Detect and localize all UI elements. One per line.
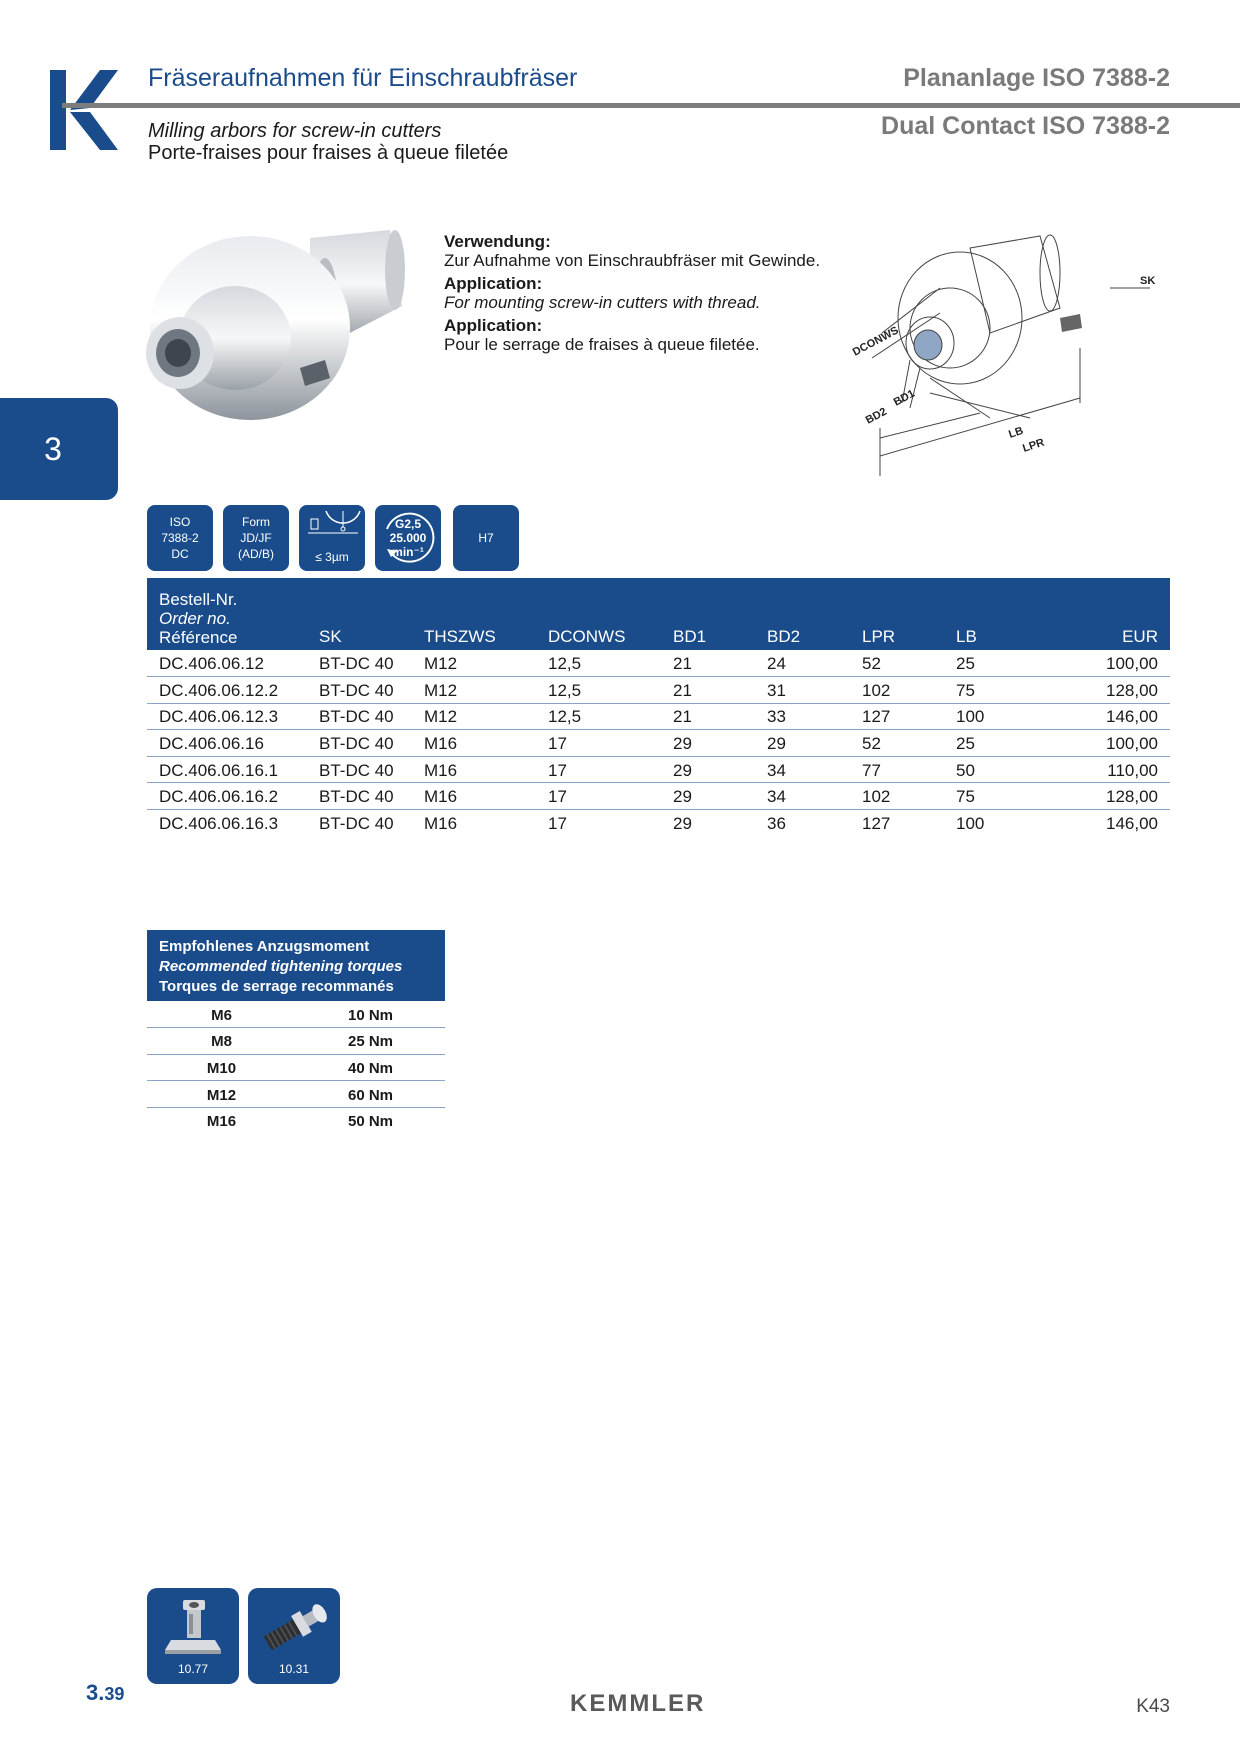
cell-thszws: M16 [412,783,536,810]
table-row [147,730,1170,757]
col-thszws: THSZWS [424,627,496,646]
drawing-label-lb: LB [1007,424,1025,441]
feature-iso-line3: DC [171,547,189,561]
cell-order: DC.406.06.16.1 [147,756,307,783]
drawing-label-lpr: LPR [1021,436,1046,455]
drawing-label-dconws: DCONWS [850,324,901,359]
cell-dconws: 12,5 [536,677,661,704]
cell-dconws: 17 [548,814,567,834]
table-row [147,810,1170,837]
cell-thszws: M16 [424,814,458,834]
torque-table-header [147,930,445,1001]
feature-balance-badge [375,505,441,571]
footer-code: K43 [1136,1696,1170,1717]
description-block [444,232,824,354]
drawing-label-sk: SK [1140,275,1156,287]
cell-bd1: 21 [661,703,755,730]
feature-iso-line1: ISO [169,515,191,529]
page-title-fr: Porte-fraises pour fraises à queue filetée [148,142,509,164]
cell-bd1: 21 [661,677,755,704]
cell-lb: 25 [944,650,1039,677]
cell-sk: BT-DC 40 [307,730,412,757]
technical-drawing [850,228,1180,478]
cell-dconws: 17 [536,756,661,783]
torque-cell-torque: 50 Nm [347,1113,394,1131]
feature-balance-line2: 25.000 [389,531,427,545]
col-order-de: Bestell-Nr. [159,590,238,609]
col-bd1: BD1 [673,627,707,646]
cell-dconws: 17 [536,783,661,810]
cell-sk: BT-DC 40 [307,783,412,810]
col-dconws: DCONWS [548,627,626,646]
col-lb: LB [956,627,977,646]
description-heading-en: Application: [444,274,543,293]
cell-eur: 110,00 [1039,756,1170,783]
torque-row [147,1054,445,1081]
col-order [147,578,307,650]
torque-cell-size: M10 [147,1054,296,1081]
feature-balance-line3: min⁻¹ [392,545,424,559]
cell-lpr: 127 [862,814,891,834]
standard-subtitle: Dual Contact ISO 7388-2 [881,112,1170,140]
description-heading-de: Verwendung: [444,232,551,251]
feature-form-line2: JD/JF [240,531,272,545]
feature-tolerance-badge [453,505,519,571]
table-row [147,650,1170,677]
cell-lpr: 127 [850,703,944,730]
description-text-en: For mounting screw-in cutters with thread. [444,293,761,312]
cell-bd2: 31 [755,677,850,704]
cell-bd1: 21 [661,650,755,677]
feature-balance-line1: G2,5 [394,517,421,531]
page-number-page: 39 [104,1684,125,1704]
table-row [147,677,1170,704]
cell-bd2: 34 [755,756,850,783]
torque-row [147,1001,445,1028]
torque-table [147,930,445,1134]
cell-eur: 100,00 [1039,650,1170,677]
torque-title-en: Recommended tightening torques [159,958,403,975]
accessory-tile-assembly-stand[interactable] [147,1588,239,1684]
table-row [147,703,1170,730]
torque-row [147,1081,445,1108]
footer-brand: KEMMLER [570,1690,706,1717]
cell-bd1: 29 [661,756,755,783]
dial-gauge-icon [302,507,362,541]
page-number-chapter: 3. [86,1680,105,1705]
table-row [147,783,1170,810]
cell-sk: BT-DC 40 [307,756,412,783]
torque-cell-torque: 60 Nm [296,1081,445,1108]
feature-runout-label: ≤ 3µm [315,550,349,564]
table-header-row [147,578,1170,650]
cell-thszws: M12 [412,703,536,730]
cell-order: DC.406.06.12 [147,650,307,677]
cell-sk: BT-DC 40 [307,650,412,677]
cell-lpr: 77 [850,756,944,783]
cell-lpr: 52 [850,650,944,677]
col-eur: EUR [1122,627,1158,646]
cell-bd2: 29 [755,730,850,757]
cell-thszws: M16 [412,730,536,757]
pull-stud-icon [255,1596,333,1658]
cell-sk: BT-DC 40 [319,814,394,834]
torque-cell-size: M16 [206,1113,237,1131]
cell-bd2: 36 [767,814,786,834]
cell-eur: 146,00 [1039,703,1170,730]
feature-iso-line2: 7388-2 [161,531,199,545]
drawing-label-bd1: BD1 [891,387,917,409]
cell-order: DC.406.06.12.3 [147,703,307,730]
cell-dconws: 17 [536,730,661,757]
cell-thszws: M16 [412,756,536,783]
cell-dconws: 12,5 [536,650,661,677]
torque-cell-torque: 40 Nm [296,1054,445,1081]
col-bd2: BD2 [767,627,801,646]
cell-lpr: 52 [850,730,944,757]
accessory-label-pull-stud: 10.31 [278,1662,310,1676]
page-title-de: Fräseraufnahmen für Einschraubfräser [148,64,578,92]
page-title-en: Milling arbors for screw-in cutters [148,120,442,142]
description-text-de: Zur Aufnahme von Einschraubfräser mit Gewinde. [444,251,821,270]
product-photo [140,228,412,428]
kemmler-k-logo [50,70,118,150]
assembly-stand-icon [163,1596,223,1658]
cell-eur: 128,00 [1039,783,1170,810]
feature-form-badge [223,505,289,571]
drawing-label-bd2: BD2 [863,405,889,427]
torque-cell-size: M12 [147,1081,296,1108]
torque-cell-torque: 10 Nm [296,1001,445,1028]
cell-bd2: 24 [755,650,850,677]
table-row [147,756,1170,783]
cell-bd2: 33 [755,703,850,730]
cell-thszws: M12 [412,677,536,704]
cell-eur: 146,00 [1106,814,1158,834]
cell-lb: 25 [944,730,1039,757]
torque-title-de: Empfohlenes Anzugsmoment [159,938,370,955]
chapter-tab[interactable]: 3 [0,398,118,500]
feature-tolerance-label: H7 [478,531,494,545]
cell-lb: 100 [944,703,1039,730]
cell-bd2: 34 [755,783,850,810]
col-order-fr: Référence [159,628,238,647]
cell-sk: BT-DC 40 [307,677,412,704]
description-heading-fr: Application: [444,316,543,335]
cell-bd1: 29 [673,814,692,834]
torque-cell-size: M6 [147,1001,296,1028]
torque-row [147,1028,445,1055]
accessory-tile-pull-stud[interactable] [248,1588,340,1684]
feature-iso-badge [147,505,213,571]
product-table [147,578,1170,836]
cell-lpr: 102 [850,677,944,704]
torque-title-fr: Torques de serrage recommanés [159,978,394,995]
cell-dconws: 12,5 [536,703,661,730]
col-sk: SK [319,627,342,646]
page-number [86,1680,124,1706]
cell-eur: 100,00 [1039,730,1170,757]
col-lpr: LPR [862,627,896,646]
cell-eur: 128,00 [1039,677,1170,704]
feature-form-line1: Form [242,515,270,529]
cell-order: DC.406.06.16.3 [159,814,279,834]
feature-form-line3: (AD/B) [238,547,274,561]
cell-sk: BT-DC 40 [307,703,412,730]
cell-order: DC.406.06.12.2 [147,677,307,704]
cell-lb: 50 [944,756,1039,783]
cell-lb: 100 [956,814,985,834]
cell-lb: 75 [944,677,1039,704]
cell-bd1: 29 [661,730,755,757]
col-order-en: Order no. [159,609,231,628]
cell-bd1: 29 [661,783,755,810]
torque-cell-torque: 25 Nm [296,1028,445,1055]
standard-title: Plananlage ISO 7388-2 [903,64,1170,92]
cell-lb: 75 [944,783,1039,810]
cell-lpr: 102 [850,783,944,810]
torque-row [147,1107,445,1134]
description-text-fr: Pour le serrage de fraises à queue filetée. [444,335,760,354]
cell-order: DC.406.06.16.2 [147,783,307,810]
header-rule [62,103,1240,108]
feature-runout-badge [299,505,365,571]
cell-thszws: M12 [412,650,536,677]
accessory-label-assembly-stand: 10.77 [177,1662,209,1676]
torque-cell-size: M8 [147,1028,296,1055]
cell-order: DC.406.06.16 [147,730,307,757]
